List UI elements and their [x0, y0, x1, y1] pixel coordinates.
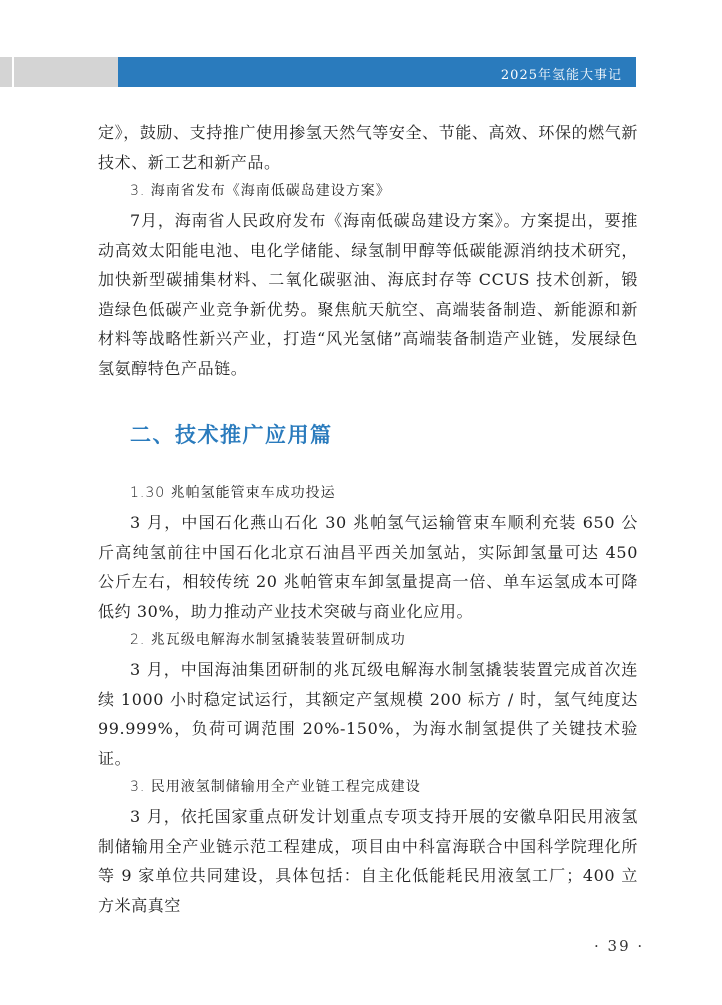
- running-header-bar: [118, 57, 636, 87]
- subheading-seawater-electrolysis: 2. 兆瓦级电解海水制氢撬装装置研制成功: [130, 632, 406, 648]
- subheading-hainan: 3. 海南省发布《海南低碳岛建设方案》: [130, 183, 391, 199]
- paragraph-seawater-electrolysis: 3 月，中国海油集团研制的兆瓦级电解海水制氢撬装装置完成首次连续 1000 小时稳定试运行，其额定产氢规模 200 标方 / 时，氢气纯度达 99.999%，负荷可调范围 20%-150%，为海水制氢提供了关键技术验证。: [98, 660, 638, 768]
- running-header-title: 2025年氢能大事记: [500, 68, 622, 83]
- paragraph-hainan: 7月，海南省人民政府发布《海南低碳岛建设方案》。方案提出，要推动高效太阳能电池、电化学储能、绿氢制甲醇等低碳能源消纳技术研究，加快新型碳捕集材料、二氧化碳驱油、海底封存等 CCUS 技术创新，锻造绿色低碳产业竞争新优势。聚焦航天航空、高端装备制造、新能源和新材料等战略性新兴产业，打造“风光氢储”高端装备制造产业链，发展绿色氢氨醇特色产品链。: [98, 211, 638, 378]
- subheading-liquid-hydrogen: 3. 民用液氢制储输用全产业链工程完成建设: [130, 779, 421, 795]
- header-gray-block: [0, 57, 118, 87]
- paragraph-continued: 定》，鼓励、支持推广使用掺氢天然气等安全、节能、高效、环保的燃气新技术、新工艺和新产品。: [98, 123, 638, 172]
- header-divider: [12, 57, 14, 87]
- paragraph-tube-trailer: 3 月，中国石化燕山石化 30 兆帕氢气运输管束车顺利充装 650 公斤高纯氢前往中国石化北京石油昌平西关加氢站，实际卸氢量可达 450 公斤左右，相较传统 20 兆帕管束车卸氢量提高一倍、单车运氢成本可降低约 30%，助力推动产业技术突破与商业化应用。: [98, 513, 638, 621]
- page-body: [98, 118, 638, 920]
- page-number: · 39 ·: [594, 937, 645, 955]
- section-heading: 二、技术推广应用篇: [130, 423, 333, 447]
- paragraph-liquid-hydrogen: 3 月，依托国家重点研发计划重点专项支持开展的安徽阜阳民用液氢制储输用全产业链示范工程建成，项目由中科富海联合中国科学院理化所等 9 家单位共同建设，具体包括：自主化低能耗民用液氢工厂；400 立方米高真空: [98, 807, 638, 915]
- subheading-tube-trailer: 1.30 兆帕氢能管束车成功投运: [130, 485, 336, 501]
